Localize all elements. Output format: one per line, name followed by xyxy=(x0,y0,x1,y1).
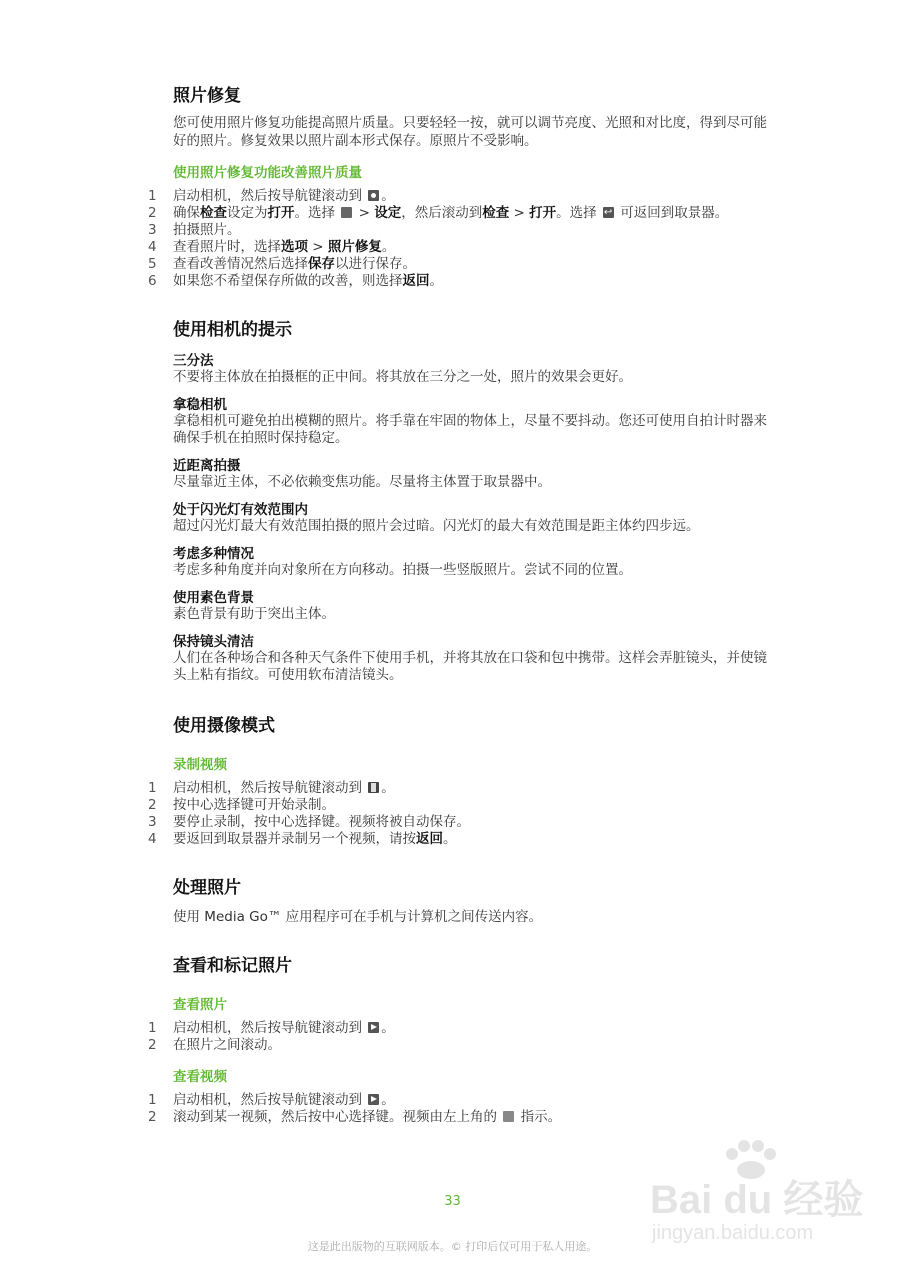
step-number: 2 xyxy=(148,1109,157,1125)
step-keyword: 返回 xyxy=(416,831,443,847)
step-text: 启动相机，然后按导航键滚动到 xyxy=(173,188,367,204)
section-paragraph: 您可使用照片修复功能提高照片质量。只要轻轻一按，就可以调节亮度、光照和对比度，得到尽可能好的照片。修复效果以照片副本形式保存。原照片不受影响。 xyxy=(173,115,767,149)
step-keyword: 返回 xyxy=(402,273,430,289)
step-text: > xyxy=(509,205,530,221)
step-text: 启动相机，然后按导航键滚动到 xyxy=(173,780,367,796)
step-number: 6 xyxy=(148,273,157,289)
step-text: 拍摄照片。 xyxy=(173,222,241,238)
step-item xyxy=(148,222,773,239)
subheading: 使用照片修复功能改善照片质量 xyxy=(173,165,362,181)
step-text: 在照片之间滚动。 xyxy=(173,1037,281,1053)
film-icon xyxy=(368,782,379,793)
step-number: 3 xyxy=(148,222,157,238)
step-keyword: 打开 xyxy=(529,205,557,221)
steps-list xyxy=(148,1092,773,1126)
step-text: 。 xyxy=(443,831,457,847)
step-text: 。 xyxy=(381,1092,395,1108)
step-item xyxy=(148,239,773,256)
step-text: 。选择 xyxy=(294,205,340,221)
steps-list xyxy=(148,188,773,290)
section-title: 照片修复 xyxy=(173,86,241,106)
step-item xyxy=(148,273,773,290)
section-video-mode xyxy=(148,714,773,848)
step-item xyxy=(148,1109,773,1126)
step-text: 。 xyxy=(381,188,395,204)
baidu-watermark xyxy=(640,1140,870,1270)
step-number: 4 xyxy=(148,831,157,847)
subheading: 查看照片 xyxy=(173,997,227,1013)
section-photo-fix xyxy=(148,84,773,290)
play-icon xyxy=(368,1094,379,1105)
step-item xyxy=(148,1037,773,1054)
step-number: 3 xyxy=(148,814,157,830)
step-text: 。选择 xyxy=(556,205,601,221)
step-item xyxy=(148,205,773,222)
step-number: 2 xyxy=(148,1037,157,1053)
step-item xyxy=(148,814,773,831)
tip-title: 三分法 xyxy=(173,353,214,369)
tip-text: 考虑多种角度并向对象所在方向移动。拍摄一些竖版照片。尝试不同的位置。 xyxy=(173,562,632,578)
step-keyword: 保存 xyxy=(308,256,335,272)
footer-note: 这是此出版物的互联网版本。© 打印后仅可用于私人用途。 xyxy=(307,1240,598,1253)
subheading: 查看视频 xyxy=(173,1069,227,1085)
step-item xyxy=(148,780,773,797)
section-camera-tips xyxy=(173,318,773,684)
section-view-tag-photos xyxy=(148,954,773,1126)
step-keyword: 选项 xyxy=(281,239,308,255)
sel-icon xyxy=(341,207,352,218)
tip-text: 素色背景有助于突出主体。 xyxy=(173,606,335,622)
step-text: 。 xyxy=(381,239,396,255)
section-paragraph: 使用 Media Go™ 应用程序可在手机与计算机之间传送内容。 xyxy=(173,909,543,925)
section-title: 处理照片 xyxy=(173,878,241,898)
step-keyword: 打开 xyxy=(267,205,295,221)
step-text: 可返回到取景器。 xyxy=(615,205,729,221)
step-text: 设定为 xyxy=(227,205,268,221)
steps-list xyxy=(148,780,773,848)
vid-icon xyxy=(503,1111,514,1122)
step-number: 1 xyxy=(148,1092,157,1108)
tip-title: 处于闪光灯有效范围内 xyxy=(173,502,308,518)
tip-title: 保持镜头清洁 xyxy=(173,634,254,650)
tip-title: 考虑多种情况 xyxy=(173,546,254,562)
step-text: 启动相机，然后按导航键滚动到 xyxy=(173,1092,367,1108)
section-title: 查看和标记照片 xyxy=(173,956,292,976)
step-number: 2 xyxy=(148,205,157,221)
step-text: 查看改善情况然后选择 xyxy=(173,256,308,272)
content xyxy=(148,84,773,1126)
step-number: 2 xyxy=(148,797,157,813)
watermark-url: jingyan.baidu.com xyxy=(652,1222,814,1244)
step-text: 以进行保存。 xyxy=(335,256,416,272)
step-text: 指示。 xyxy=(516,1109,562,1125)
page-number: 33 xyxy=(444,1194,461,1209)
step-text: 按中心选择键可开始录制。 xyxy=(173,797,335,813)
section-title: 使用摄像模式 xyxy=(173,716,275,736)
step-item xyxy=(148,188,773,205)
tip-text: 拿稳相机可避免拍出模糊的照片。将手靠在牢固的物体上，尽量不要抖动。您还可使用自拍计时器来确保手机在拍照时保持稳定。 xyxy=(173,413,767,446)
step-number: 5 xyxy=(148,256,157,272)
step-item xyxy=(148,1092,773,1109)
step-item xyxy=(148,797,773,814)
watermark-text: Bai du 经验 xyxy=(650,1178,864,1222)
tip-title: 近距离拍摄 xyxy=(173,458,241,474)
step-number: 1 xyxy=(148,1020,157,1036)
step-keyword: 照片修复 xyxy=(327,239,382,255)
tip-title: 拿稳相机 xyxy=(173,397,227,413)
step-text: > xyxy=(354,205,375,221)
step-text: 要返回到取景器并录制另一个视频，请按 xyxy=(173,831,416,847)
step-item xyxy=(148,256,773,273)
step-text: 如果您不希望保存所做的改善，则选择 xyxy=(173,273,403,289)
tip-text: 人们在各种场合和各种天气条件下使用手机，并将其放在口袋和包中携带。这样会弄脏镜头，并使镜头上粘有指纹。可使用软布清洁镜头。 xyxy=(173,650,767,683)
step-item xyxy=(148,831,773,848)
step-number: 1 xyxy=(148,188,157,204)
step-text: 确保 xyxy=(173,205,200,221)
tips-list xyxy=(173,353,773,684)
cam-icon xyxy=(368,190,379,201)
step-text: > xyxy=(308,239,328,255)
step-text: 。 xyxy=(381,1020,395,1036)
step-number: 1 xyxy=(148,780,157,796)
step-text: 滚动到某一视频，然后按中心选择键。视频由左上角的 xyxy=(173,1109,502,1125)
steps-list xyxy=(148,1020,773,1054)
step-text: 。 xyxy=(381,780,395,796)
subheading: 录制视频 xyxy=(173,757,227,773)
play-icon xyxy=(368,1022,379,1033)
step-item xyxy=(148,1020,773,1037)
step-number: 4 xyxy=(148,239,157,255)
tip-text: 尽量靠近主体，不必依赖变焦功能。尽量将主体置于取景器中。 xyxy=(173,474,551,490)
step-keyword: 检查 xyxy=(200,205,227,221)
step-keyword: 设定 xyxy=(374,205,402,221)
step-text: 要停止录制，按中心选择键。视频将被自动保存。 xyxy=(173,814,470,830)
tip-title: 使用素色背景 xyxy=(173,590,254,606)
step-text: 查看照片时，选择 xyxy=(173,239,281,255)
tip-text: 不要将主体放在拍摄框的正中间。将其放在三分之一处，照片的效果会更好。 xyxy=(173,369,632,385)
section-title: 使用相机的提示 xyxy=(173,320,292,340)
step-keyword: 检查 xyxy=(482,205,510,221)
tip-text: 超过闪光灯最大有效范围拍摄的照片会过暗。闪光灯的最大有效范围是距主体约四步远。 xyxy=(173,518,700,534)
section-handle-photos xyxy=(173,876,773,926)
step-text: 。 xyxy=(429,273,443,289)
step-text: ，然后滚动到 xyxy=(401,205,483,221)
back-icon xyxy=(603,207,614,218)
step-text: 启动相机，然后按导航键滚动到 xyxy=(173,1020,367,1036)
